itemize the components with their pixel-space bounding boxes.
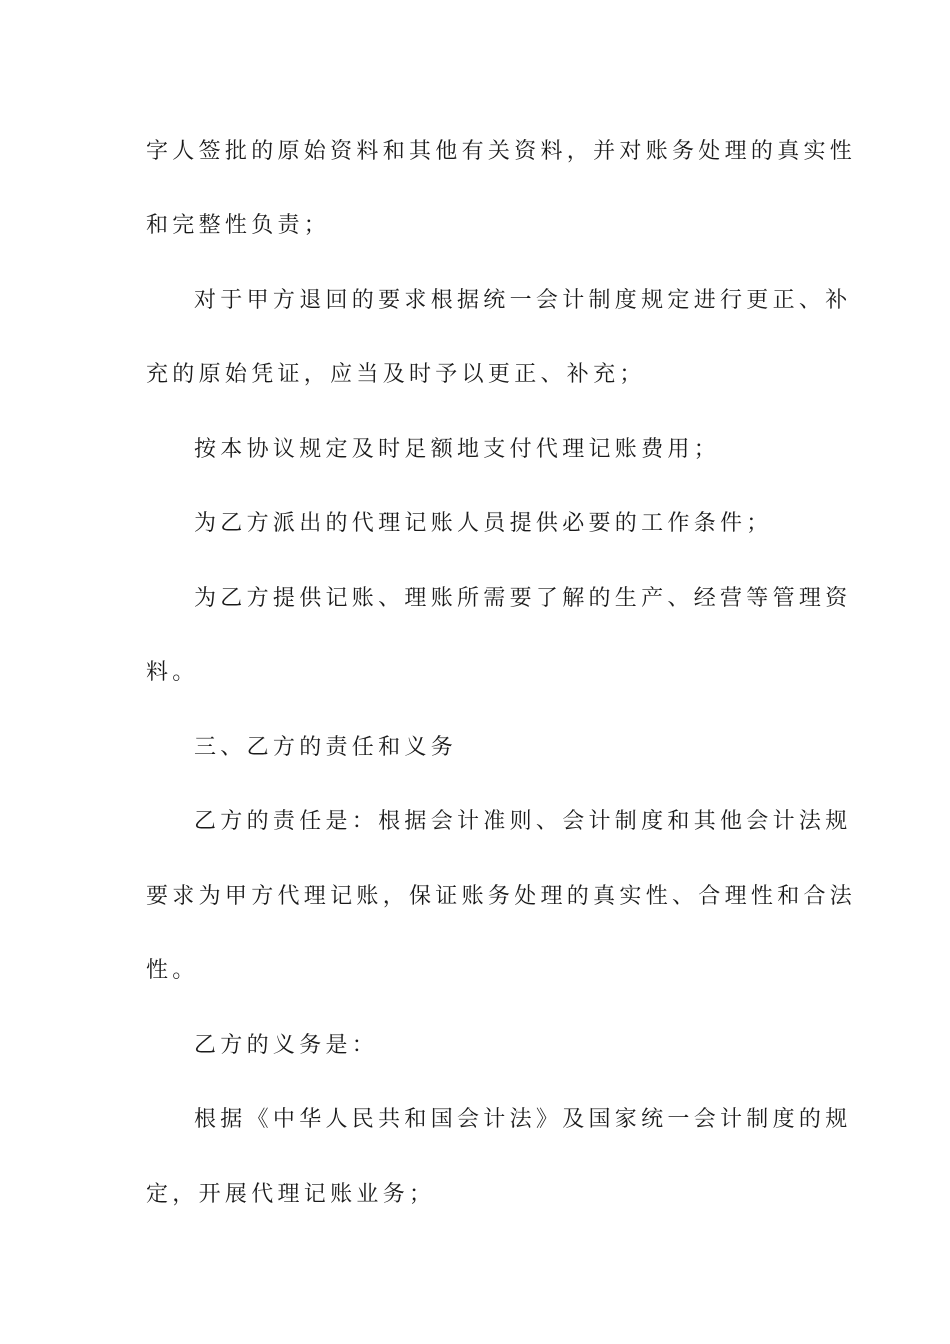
- paragraph-line: 要求为甲方代理记账，保证账务处理的真实性、合理性和合法: [146, 884, 857, 909]
- paragraph-line: 字人签批的原始资料和其他有关资料，并对账务处理的真实性: [146, 139, 857, 164]
- paragraph-line: 性。: [146, 958, 199, 983]
- paragraph-line: 为乙方提供记账、理账所需要了解的生产、经营等管理资: [194, 586, 852, 611]
- paragraph-line: 乙方的责任是：根据会计准则、会计制度和其他会计法规: [194, 809, 852, 834]
- paragraph-line: 乙方的义务是：: [194, 1033, 379, 1058]
- paragraph-line: 充的原始凭证，应当及时予以更正、补充；: [146, 362, 646, 387]
- paragraph-line: 根据《中华人民共和国会计法》及国家统一会计制度的规: [194, 1107, 852, 1132]
- section-heading: 三、乙方的责任和义务: [194, 735, 458, 760]
- paragraph-line: 对于甲方退回的要求根据统一会计制度规定进行更正、补: [194, 288, 852, 313]
- paragraph-line: 和完整性负责；: [146, 213, 331, 238]
- paragraph-line: 按本协议规定及时足额地支付代理记账费用；: [194, 437, 721, 462]
- paragraph-line: 定，开展代理记账业务；: [146, 1182, 436, 1207]
- paragraph-line: 为乙方派出的代理记账人员提供必要的工作条件；: [194, 511, 773, 536]
- paragraph-line: 料。: [146, 660, 199, 685]
